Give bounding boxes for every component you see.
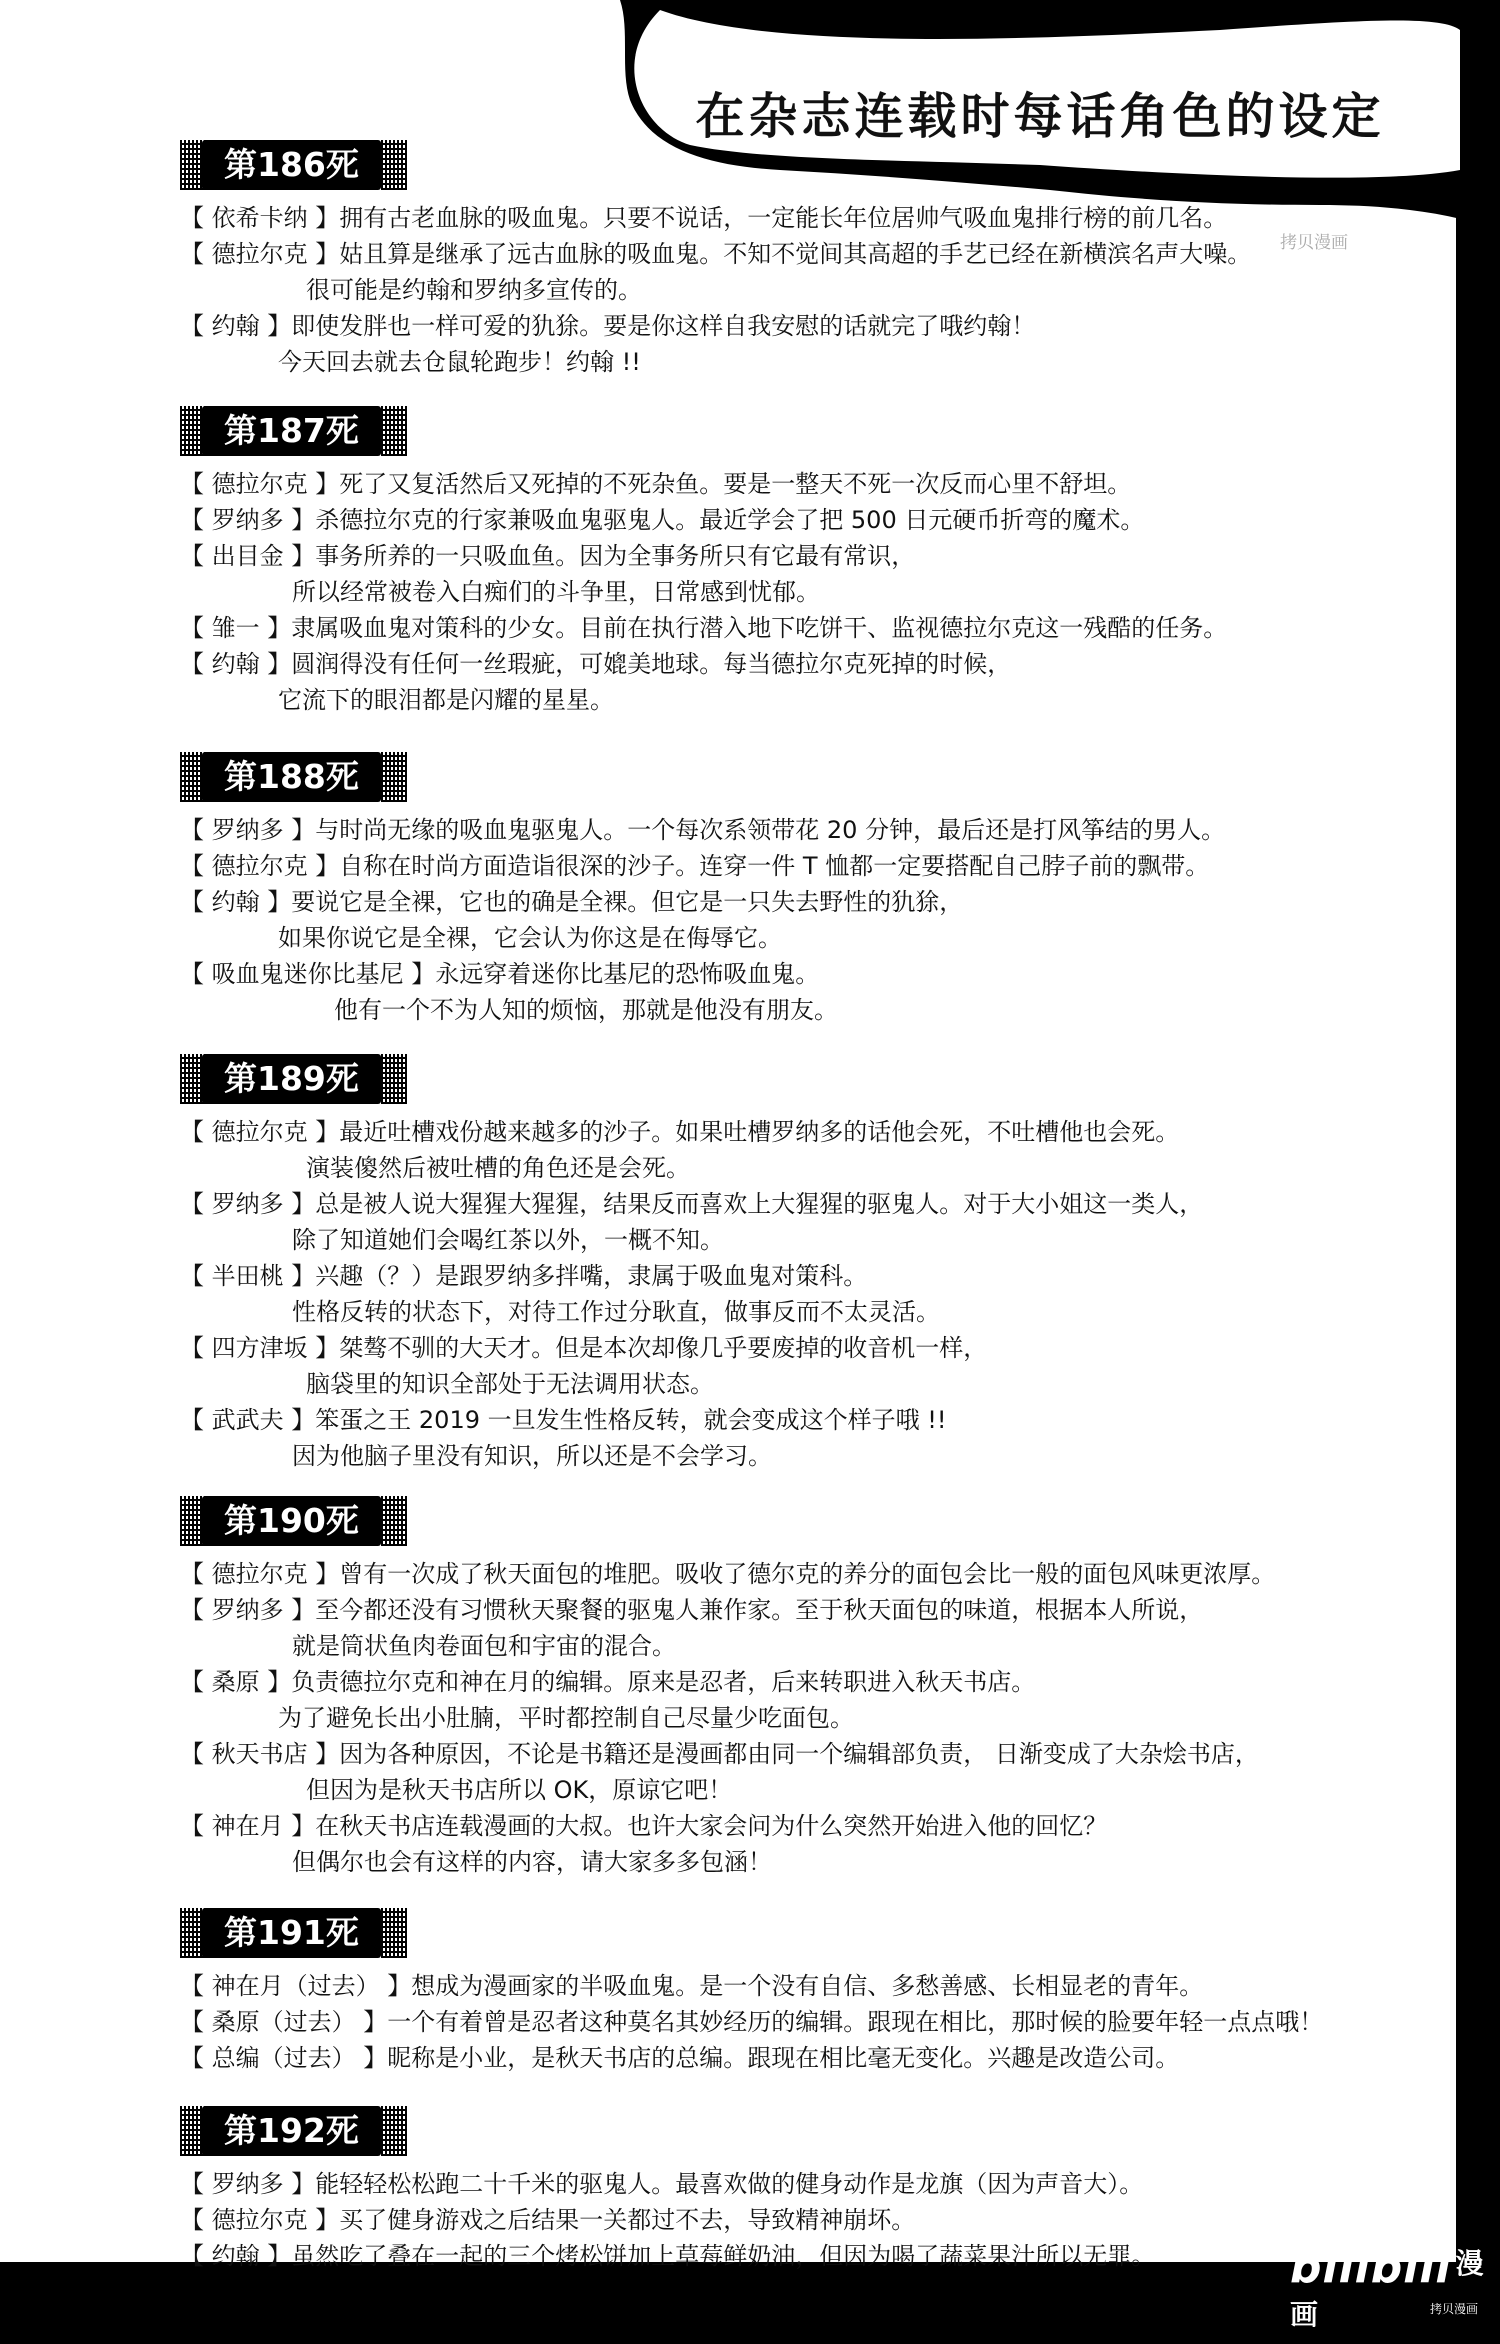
character-name: 神在月 [211, 1812, 284, 1840]
character-name: 罗纳多 [211, 816, 284, 844]
character-description: 自称在时尚方面造诣很深的沙子。连穿一件 T 恤都一定要搭配自己脖子前的飘带。 [339, 852, 1210, 880]
character-entry: 【 罗纳多 】杀德拉尔克的行家兼吸血鬼驱鬼人。最近学会了把 500 日元硬币折弯的魔术。 [180, 506, 1145, 534]
character-description: 隶属吸血鬼对策科的少女。目前在执行潜入地下吃饼干、监视德拉尔克这一残酷的任务。 [291, 614, 1228, 642]
character-description: 总是被人说大猩猩大猩猩，结果反而喜欢上大猩猩的驱鬼人。对于大小姐这一类人， [315, 1190, 1204, 1218]
character-description: 想成为漫画家的半吸血鬼。是一个没有自信、多愁善感、长相显老的青年。 [411, 1972, 1204, 2000]
bilibili-logo [1290, 2242, 1500, 2344]
character-entry: 【 约翰 】圆润得没有任何一丝瑕疵，可媲美地球。每当德拉尔克死掉的时候， 它流下的眼泪都是闪耀的星星。 [180, 646, 1430, 718]
episode-header: 第192死 [202, 2106, 381, 2156]
character-name: 四方津坂 [211, 1334, 308, 1362]
character-entry: 【 德拉尔克 】最近吐槽戏份越来越多的沙子。如果吐槽罗纳多的话他会死，不吐槽他也会死。 演装傻然后被吐槽的角色还是会死。 [180, 1114, 1430, 1186]
episode-section [180, 406, 1430, 718]
character-description: 就是筒状鱼肉卷面包和宇宙的混合。 [292, 1632, 676, 1660]
character-entry: 【 德拉尔克 】买了健身游戏之后结果一关都过不去，导致精神崩坏。 [180, 2206, 916, 2234]
character-entry: 【 神在月（过去） 】想成为漫画家的半吸血鬼。是一个没有自信、多愁善感、长相显老的青年。 [180, 1972, 1204, 2000]
episode-header: 第187死 [202, 406, 381, 456]
character-description: 性格反转的状态下，对待工作过分耿直，做事反而不太灵活。 [292, 1298, 940, 1326]
character-entry: 【 约翰 】即使发胖也一样可爱的犰狳。要是你这样自我安慰的话就完了哦约翰！ 今天回去就去仓鼠轮跑步！约翰 !! [180, 308, 1430, 380]
episode-section [180, 1054, 1430, 1474]
episode-header: 第191死 [202, 1908, 381, 1958]
character-description: 演装傻然后被吐槽的角色还是会死。 [306, 1154, 690, 1182]
character-name: 桑原 [211, 1668, 260, 1696]
character-description: 能轻轻松松跑二十千米的驱鬼人。最喜欢做的健身动作是龙旗（因为声音大）。 [315, 2170, 1144, 2198]
character-name: 罗纳多 [211, 2170, 284, 2198]
character-name: 吸血鬼迷你比基尼 [211, 960, 404, 988]
character-entry: 【 四方津坂 】桀骜不驯的大天才。但是本次却像几乎要废掉的收音机一样， 脑袋里的知识全部处于无法调用状态。 [180, 1330, 1430, 1402]
character-description: 脑袋里的知识全部处于无法调用状态。 [306, 1370, 714, 1398]
character-description: 如果你说它是全裸，它会认为你这是在侮辱它。 [278, 924, 782, 952]
character-entry: 【 德拉尔克 】曾有一次成了秋天面包的堆肥。吸收了德尔克的养分的面包会比一般的面包风味更浓厚。 [180, 1560, 1276, 1588]
character-description: 最近吐槽戏份越来越多的沙子。如果吐槽罗纳多的话他会死，不吐槽他也会死。 [339, 1118, 1180, 1146]
character-description: 即使发胖也一样可爱的犰狳。要是你这样自我安慰的话就完了哦约翰！ [291, 312, 1036, 340]
page-title: 在杂志连载时每话角色的设定 [695, 88, 1385, 145]
character-description: 至今都还没有习惯秋天聚餐的驱鬼人兼作家。至于秋天面包的味道，根据本人所说， [315, 1596, 1204, 1624]
character-description: 虽然吃了叠在一起的三个烤松饼加上草莓鲜奶油，但因为喝了蔬菜果汁所以无罪。 [291, 2242, 1156, 2270]
character-name: 约翰 [211, 888, 260, 916]
character-entry: 【 约翰 】要说它是全裸，它也的确是全裸。但它是一只失去野性的犰狳， 如果你说它是全裸，它会认为你这是在侮辱它。 [180, 884, 1430, 956]
character-name: 约翰 [211, 2242, 260, 2270]
character-entry: 【 半田桃 】兴趣（？）是跟罗纳多拌嘴，隶属于吸血鬼对策科。 性格反转的状态下，对待工作过分耿直，做事反而不太灵活。 [180, 1258, 1430, 1330]
character-name: 半田桃 [211, 1262, 284, 1290]
character-entry: 【 武武夫 】笨蛋之王 2019 一旦发生性格反转，就会变成这个样子哦 !! 因为他脑子里没有知识，所以还是不会学习。 [180, 1402, 1430, 1474]
character-entry: 【 桑原（过去） 】一个有着曾是忍者这种莫名其妙经历的编辑。跟现在相比，那时候的脸要年轻一点点哦！ [180, 2008, 1324, 2036]
character-entry: 【 罗纳多 】与时尚无缘的吸血鬼驱鬼人。一个每次系领带花 20 分钟，最后还是打风筝结的男人。 [180, 816, 1226, 844]
character-description: 一个有着曾是忍者这种莫名其妙经历的编辑。跟现在相比，那时候的脸要年轻一点点哦！ [387, 2008, 1324, 2036]
character-description: 圆润得没有任何一丝瑕疵，可媲美地球。每当德拉尔克死掉的时候， [291, 650, 1012, 678]
content-area [180, 140, 1430, 2288]
character-description: 负责德拉尔克和神在月的编辑。原来是忍者，后来转职进入秋天书店。 [291, 1668, 1036, 1696]
character-name: 德拉尔克 [211, 2206, 308, 2234]
character-name: 约翰 [211, 312, 260, 340]
character-description: 与时尚无缘的吸血鬼驱鬼人。一个每次系领带花 20 分钟，最后还是打风筝结的男人。 [315, 816, 1226, 844]
character-description: 昵称是小业，是秋天书店的总编。跟现在相比毫无变化。兴趣是改造公司。 [387, 2044, 1180, 2072]
character-name: 罗纳多 [211, 506, 284, 534]
character-entry: 【 罗纳多 】能轻轻松松跑二十千米的驱鬼人。最喜欢做的健身动作是龙旗（因为声音大）。 [180, 2170, 1144, 2198]
character-name: 德拉尔克 [211, 852, 308, 880]
episode-section [180, 140, 1430, 380]
character-description: 很可能是约翰和罗纳多宣传的。 [306, 276, 642, 304]
character-description: 杀德拉尔克的行家兼吸血鬼驱鬼人。最近学会了把 500 日元硬币折弯的魔术。 [315, 506, 1145, 534]
character-description: 桀骜不驯的大天才。但是本次却像几乎要废掉的收音机一样， [339, 1334, 988, 1362]
episode-section [180, 2106, 1430, 2274]
character-entry: 【 神在月 】在秋天书店连载漫画的大叔。也许大家会问为什么突然开始进入他的回忆？ 但偶尔也会有这样的内容，请大家多多包涵！ [180, 1808, 1430, 1880]
character-name: 德拉尔克 [211, 1560, 308, 1588]
character-entry: 【 德拉尔克 】死了又复活然后又死掉的不死杂鱼。要是一整天不死一次反而心里不舒坦。 [180, 470, 1132, 498]
episode-header: 第190死 [202, 1496, 381, 1546]
bilibili-logo-sub: 漫画 [1290, 2247, 1485, 2331]
character-description: 永远穿着迷你比基尼的恐怖吸血鬼。 [435, 960, 820, 988]
character-entry: 【 总编（过去） 】昵称是小业，是秋天书店的总编。跟现在相比毫无变化。兴趣是改造公司。 [180, 2044, 1180, 2072]
watermark-bottom: 拷贝漫画 [1430, 2302, 1479, 2316]
character-description: 所以经常被卷入白痴们的斗争里，日常感到忧郁。 [292, 578, 820, 606]
character-description: 死了又复活然后又死掉的不死杂鱼。要是一整天不死一次反而心里不舒坦。 [339, 470, 1132, 498]
character-entry: 【 出目金 】事务所养的一只吸血鱼。因为全事务所只有它最有常识， 所以经常被卷入白痴们的斗争里，日常感到忧郁。 [180, 538, 1430, 610]
character-entry: 【 罗纳多 】至今都还没有习惯秋天聚餐的驱鬼人兼作家。至于秋天面包的味道，根据本人所说， 就是筒状鱼肉卷面包和宇宙的混合。 [180, 1592, 1430, 1664]
character-description: 姑且算是继承了远古血脉的吸血鬼。不知不觉间其高超的手艺已经在新横滨名声大噪。 [339, 240, 1252, 268]
character-description: 在秋天书店连载漫画的大叔。也许大家会问为什么突然开始进入他的回忆？ [315, 1812, 1108, 1840]
character-description: 买了健身游戏之后结果一关都过不去，导致精神崩坏。 [339, 2206, 916, 2234]
character-description: 笨蛋之王 2019 一旦发生性格反转，就会变成这个样子哦 !! [315, 1406, 947, 1434]
character-description: 但因为是秋天书店所以 OK，原谅它吧！ [306, 1776, 733, 1804]
character-name: 德拉尔克 [211, 1118, 308, 1146]
character-description: 它流下的眼泪都是闪耀的星星。 [278, 686, 614, 714]
episode-section [180, 1908, 1430, 2076]
episode-section [180, 752, 1430, 1028]
character-description: 今天回去就去仓鼠轮跑步！约翰 !! [278, 348, 641, 376]
character-name: 桑原（过去） [211, 2008, 356, 2036]
character-entry: 【 雏一 】隶属吸血鬼对策科的少女。目前在执行潜入地下吃饼干、监视德拉尔克这一残酷的任务。 [180, 614, 1228, 642]
character-description: 拥有古老血脉的吸血鬼。只要不说话，一定能长年位居帅气吸血鬼排行榜的前几名。 [339, 204, 1228, 232]
character-description: 但偶尔也会有这样的内容，请大家多多包涵！ [292, 1848, 772, 1876]
character-description: 曾有一次成了秋天面包的堆肥。吸收了德尔克的养分的面包会比一般的面包风味更浓厚。 [339, 1560, 1276, 1588]
character-entry: 【 德拉尔克 】自称在时尚方面造诣很深的沙子。连穿一件 T 恤都一定要搭配自己脖子前的飘带。 [180, 852, 1210, 880]
character-name: 罗纳多 [211, 1596, 284, 1624]
character-name: 出目金 [211, 542, 284, 570]
character-entry: 【 桑原 】负责德拉尔克和神在月的编辑。原来是忍者，后来转职进入秋天书店。 为了避免长出小肚腩，平时都控制自己尽量少吃面包。 [180, 1664, 1430, 1736]
bilibili-logo-text: bilibili [1290, 2242, 1452, 2293]
character-name: 德拉尔克 [211, 470, 308, 498]
character-entry: 【 约翰 】虽然吃了叠在一起的三个烤松饼加上草莓鲜奶油，但因为喝了蔬菜果汁所以无罪。 [180, 2242, 1156, 2270]
character-description: 因为他脑子里没有知识，所以还是不会学习。 [292, 1442, 772, 1470]
character-description: 除了知道她们会喝红茶以外，一概不知。 [292, 1226, 724, 1254]
character-description: 兴趣（？）是跟罗纳多拌嘴，隶属于吸血鬼对策科。 [315, 1262, 868, 1290]
character-name: 依希卡纳 [211, 204, 308, 232]
character-entry: 【 依希卡纳 】拥有古老血脉的吸血鬼。只要不说话，一定能长年位居帅气吸血鬼排行榜的前几名。 [180, 204, 1228, 232]
character-entry: 【 吸血鬼迷你比基尼 】永远穿着迷你比基尼的恐怖吸血鬼。 他有一个不为人知的烦恼，那就是他没有朋友。 [180, 956, 1430, 1028]
character-name: 德拉尔克 [211, 240, 308, 268]
character-name: 罗纳多 [211, 1190, 284, 1218]
character-name: 神在月（过去） [211, 1972, 380, 2000]
episode-section [180, 1496, 1430, 1880]
character-description: 事务所养的一只吸血鱼。因为全事务所只有它最有常识， [315, 542, 916, 570]
character-description: 为了避免长出小肚腩，平时都控制自己尽量少吃面包。 [278, 1704, 854, 1732]
character-entry: 【 秋天书店 】因为各种原因，不论是书籍还是漫画都由同一个编辑部负责， 日渐变成了大杂烩书店， 但因为是秋天书店所以 OK，原谅它吧！ [180, 1736, 1430, 1808]
character-name: 雏一 [211, 614, 260, 642]
character-name: 武武夫 [211, 1406, 284, 1434]
character-entry: 【 罗纳多 】总是被人说大猩猩大猩猩，结果反而喜欢上大猩猩的驱鬼人。对于大小姐这一类人， 除了知道她们会喝红茶以外，一概不知。 [180, 1186, 1430, 1258]
character-description: 因为各种原因，不论是书籍还是漫画都由同一个编辑部负责， 日渐变成了大杂烩书店， [339, 1740, 1259, 1768]
character-name: 约翰 [211, 650, 260, 678]
episode-header: 第188死 [202, 752, 381, 802]
character-entry: 【 德拉尔克 】姑且算是继承了远古血脉的吸血鬼。不知不觉间其高超的手艺已经在新横滨名声大噪。 很可能是约翰和罗纳多宣传的。 [180, 236, 1430, 308]
episode-header: 第189死 [202, 1054, 381, 1104]
character-name: 总编（过去） [211, 2044, 356, 2072]
watermark-top: 拷贝漫画 [1280, 233, 1348, 253]
episode-header: 第186死 [202, 140, 381, 190]
character-description: 要说它是全裸，它也的确是全裸。但它是一只失去野性的犰狳， [291, 888, 964, 916]
character-description: 他有一个不为人知的烦恼，那就是他没有朋友。 [334, 996, 838, 1024]
character-name: 秋天书店 [211, 1740, 308, 1768]
